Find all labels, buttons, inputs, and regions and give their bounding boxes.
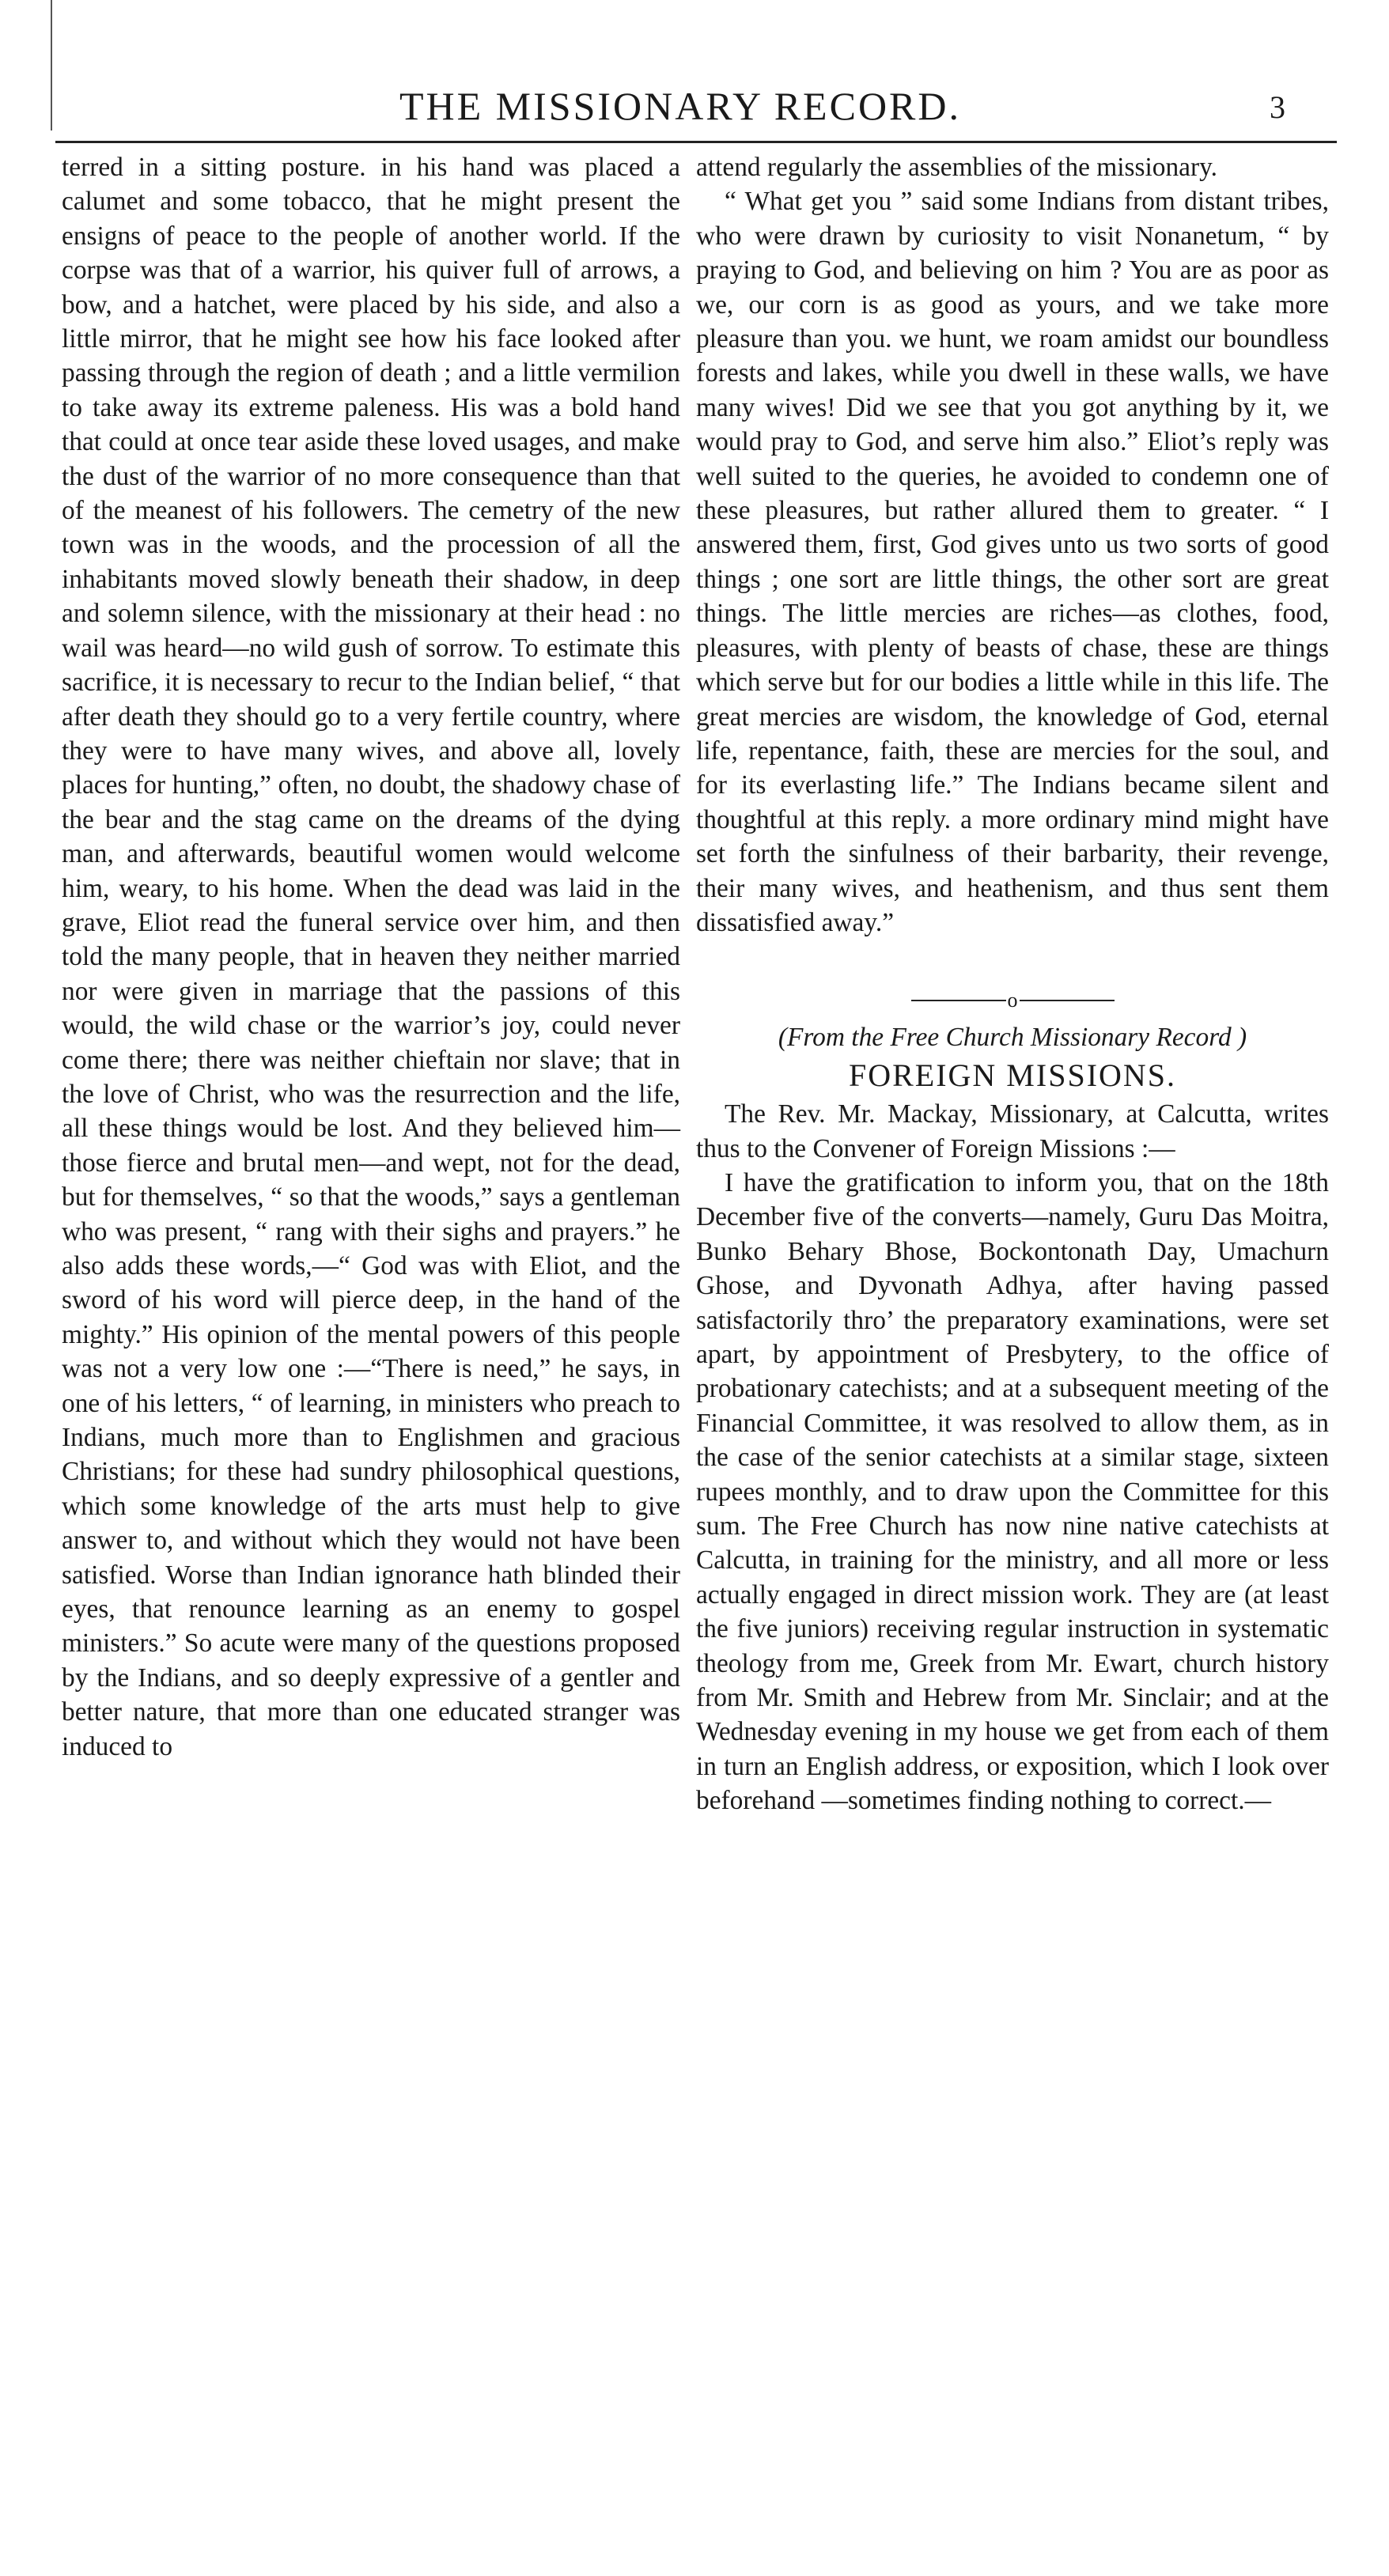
divider-line-right [1020, 1000, 1115, 1001]
section-heading: FOREIGN MISSIONS. [848, 1057, 1177, 1093]
header-rule [55, 141, 1337, 143]
section-paragraph-2: I have the gratification to inform you, that on the 18th December five of the converts—namely, Guru Das Moitra, Bunko Behary Bhose, Bockontonath Day, Umachurn Ghose, and Dyvonath Adhya, after having passed satisfactorily thro’ the preparatory examinations, were set apart, by appointment of Presbytery, to the office of probationary catechists; and at a subsequent meeting of the Financial Committee, it was resolved to allow them, as in the case of the senior catechists at a similar stage, sixteen rupees monthly, and to draw upon the Committee for this sum. The Free Church has now nine native catechists at Calcutta, in training for the ministry, and all more or less actually engaged in direct mission work. They are (at least the five juniors) receiving regular instruction in systematic theology from me, Greek from Mr. Ewart, church history from Mr. Smith and Hebrew from Mr. Sinclair; and at the Wednesday evening in my house we get from each of them in turn an English address, or exposition, which I look over beforehand —sometimes finding nothing to correct.— [696, 1167, 1329, 1816]
right-intro-paragraph-2: “ What get you ” said some Indians from distant tribes, who were drawn by curiosity to visit Nonanetum, “ by praying to God, and believing on him ? You are as poor as we, our corn is as good as yours, and we take more pleasure than you. we hunt, we roam amidst our boundless forests and lakes, while you dwell in these walls, we have many wives! Did we see that you got anything by it, we would pray to God, and serve him also.” Eliot’s reply was well suited to the queries, he avoided to condemn one of these pleasures, but rather allured them to greater. “ I answered them, first, God gives unto us two sorts of good things ; one sort are little things, the other sort are great things. The little mercies are riches—as clothes, food, pleasures, with plenty of beasts of chase, these are things which serve but for our bodies a little while in this life. The great mercies are wisdom, the knowledge of God, eternal life, repentance, faith, these are mercies for the soul, and for its everlasting life.” The Indians became silent and thoughtful at this reply. a more ordinary mind might have set forth the sinfulness of their barbarity, their revenge, their many wives, and heathenism, and thus sent them dissatisfied away.” [696, 187, 1329, 937]
page-header-title: THE MISSIONARY RECORD. [399, 84, 962, 128]
divider-line-left [911, 1000, 1006, 1001]
left-column [62, 150, 680, 1764]
page-number: 3 [1270, 89, 1285, 125]
margin-line [51, 0, 52, 131]
section-paragraph-1: The Rev. Mr. Mackay, Missionary, at Calcutta, writes thus to the Convener of Foreign Missions :— [696, 1099, 1329, 1163]
divider-mark: o [1007, 988, 1018, 1012]
source-line: (From the Free Church Missionary Record ) [778, 1023, 1247, 1053]
right-intro-paragraph-1: attend regularly the assemblies of the missionary. [696, 153, 1217, 182]
right-column [696, 150, 1329, 1818]
section-divider [696, 981, 1329, 1012]
left-paragraph-1: terred in a sitting posture. in his hand was placed a calumet and some tobacco, that he might present the ensigns of peace to the people of another world. If the corpse was that of a warrior, his quiver full of arrows, a bow, and a hatchet, were placed by his side, and also a little mirror, that he might see how his face looked after passing through the region of death ; and a little vermilion to take away its extreme paleness. His was a bold hand that could at once tear aside these loved usages, and make the dust of the warrior of no more consequence than that of the meanest of his followers. The cemetry of the new town was in the woods, and the procession of all the inhabitants moved slowly beneath their shadow, in deep and solemn silence, with the missionary at their head : no wail was heard—no wild gush of sorrow. To estimate this sacrifice, it is necessary to recur to the Indian belief, “ that after death they should go to a very fertile country, where they were to have many wives, and above all, lovely places for hunting,” often, no doubt, the shadowy chase of the bear and the stag came on the dreams of the dying man, and afterwards, beautiful women would welcome him, weary, to his home. When the dead was laid in the grave, Eliot read the funeral service over him, and then told the many people, that in heaven they neither married nor were given in marriage that the passions of this would, the wild chase or the warrior’s joy, could never come there; there was neither chieftain nor slave; that in the love of Christ, who was the resurrection and the life, all these things would be lost. And they believed him—those fierce and brutal men—and wept, not for the dead, but for themselves, “ so that the woods,” says a gentleman who was present, “ rang with their sighs and prayers.” he also adds these words,—“ God was with Eliot, and the sword of his word will pierce deep, in the hand of the mighty.” His opinion of the mental powers of this people was not a very low one :—“There is need,” he says, in one of his letters, “ of learning, in ministers who preach to Indians, much more than to Englishmen and gracious Christians; for these had sundry philosophical questions, which some knowledge of the arts must help to give answer to, and without which they would not have been satisfied. Worse than Indian ignorance hath blinded their eyes, that renounce learning as an enemy to gospel ministers.” So acute were many of the questions proposed by the Indians, and so deeply expressive of a gentler and better nature, that more than one educated stranger was induced to [62, 153, 680, 1761]
